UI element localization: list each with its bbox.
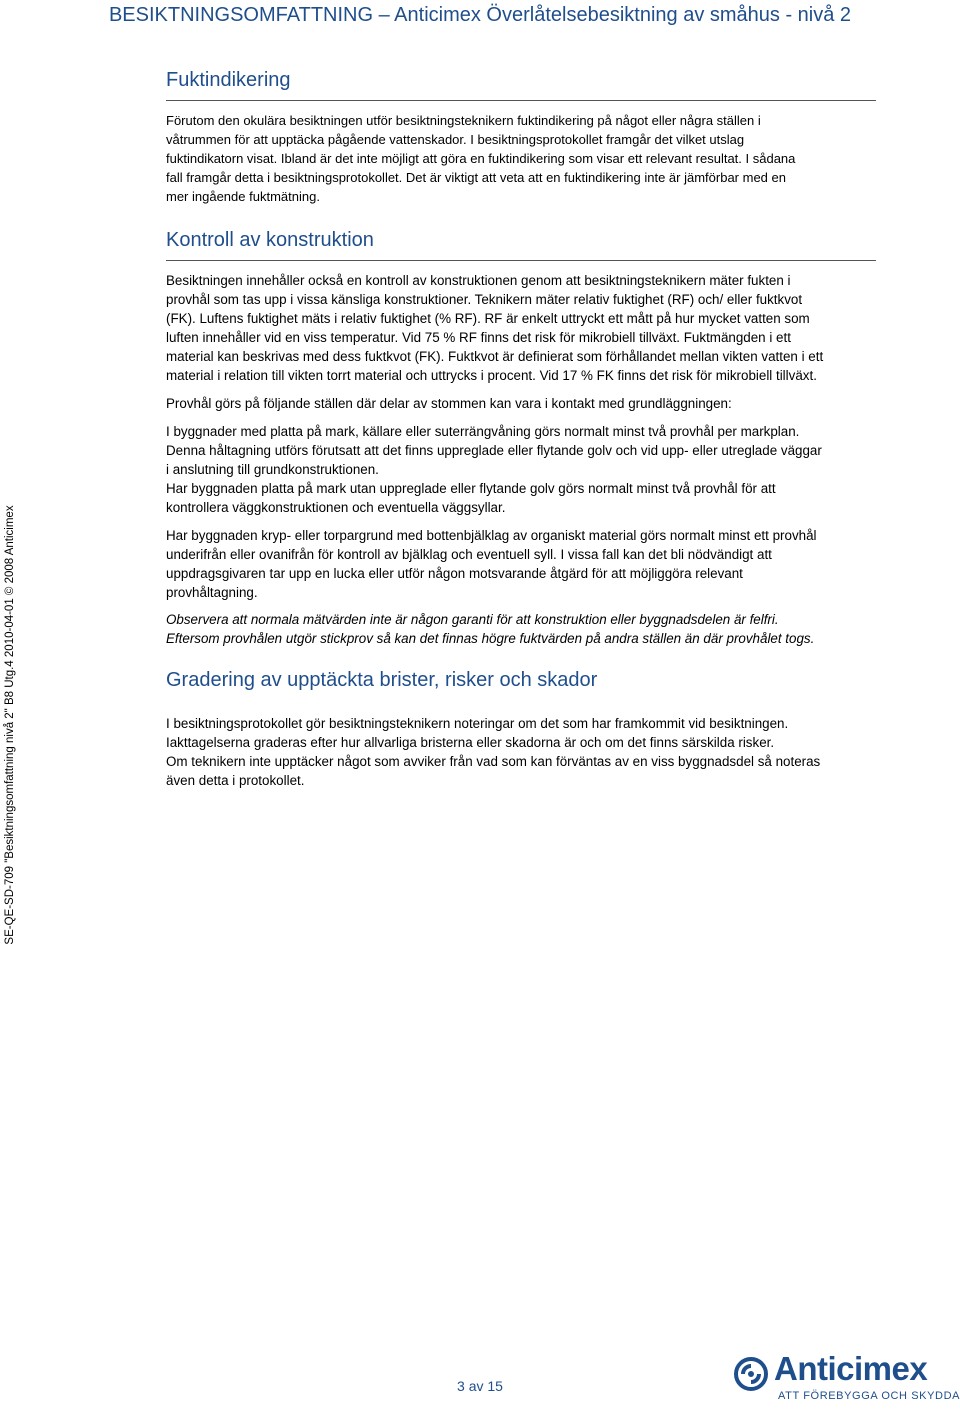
kontroll-paragraph-4 [166,526,876,602]
text-line: material kan beskrivas med dess fuktkvot (FK). Fuktkvot är definierat som förhållandet mellan vikten vatten i ett [166,349,824,364]
text-line: mer ingående fuktmätning. [166,189,320,204]
side-reference-text: SE-QE-SD-709 "Besiktningsomfattning nivå 2" B8 Utg.4 2010-04-01 © 2008 Anticimex [4,505,16,945]
text-line: fall framgår detta i besiktningsprotokollet. Det är viktigt att veta att en fuktindikering inte är jämförbar med en [166,170,786,185]
heading-fuktindikering: Fuktindikering [166,66,876,101]
text-line: Har byggnaden platta på mark utan uppreglade eller flytande golv görs normalt minst två provhål för att [166,481,776,496]
text-line: Provhål görs på följande ställen där delar av stommen kan vara i kontakt med grundläggningen: [166,396,732,411]
text-line: material i relation till vikten torrt material och uttrycks i procent. Vid 17 % FK finns det risk för mikrobiell tillväxt. [166,368,817,383]
text-line: Förutom den okulära besiktningen utför besiktningsteknikern fuktindikering på något eller några ställen i [166,113,761,128]
page-number: 3 av 15 [457,1378,503,1394]
fukt-paragraph [166,111,876,206]
text-line: Denna håltagning utförs förutsatt att det finns uppreglade eller flytande golv och vid upp- eller utreglade väggar [166,443,822,458]
text-line: uppdragsgivaren tar upp en lucka eller utför någon motsvarande åtgärd för att möjliggöra relevant [166,566,743,581]
text-line: kontrollera väggkonstruktionen och eventuella väggsyllar. [166,500,506,515]
text-line: Observera att normala mätvärden inte är någon garanti för att konstruktion eller byggnadsdelen är felfri. [166,612,779,627]
section-kontroll [166,226,876,648]
text-line: I besiktningsprotokollet gör besiktningsteknikern noteringar om det som har framkommit vid besiktningen. [166,716,789,731]
text-line: provhål som tas upp i vissa känsliga konstruktioner. Teknikern mäter relativ fuktighet (RF) och/ eller fuktkvot [166,292,803,307]
logo-wordmark: Anticimex [774,1350,928,1387]
gradering-paragraph [166,714,876,790]
text-line: Eftersom provhålen utgör stickprov så kan det finnas högre fuktvärden på andra ställen än där provhålet togs. [166,631,815,646]
text-line: i anslutning till grundkonstruktionen. [166,462,379,477]
text-line: underifrån eller ovanifrån för kontroll av bjälklag och eventuell syll. I vissa fall kan det bli nödvändigt att [166,547,772,562]
text-line: I byggnader med platta på mark, källare eller suterrängvåning görs normalt minst två provhål per markplan. [166,424,800,439]
text-line: även detta i protokollet. [166,773,305,788]
logo-tagline: ATT FÖREBYGGA OCH SKYDDA [778,1390,960,1402]
kontroll-paragraph-1 [166,271,876,385]
text-line: Har byggnaden kryp- eller torpargrund med bottenbjälklag av organiskt material görs normalt minst ett provhål [166,528,817,543]
kontroll-paragraph-5 [166,610,876,648]
text-line: (FK). Luftens fuktighet mäts i relativ fuktighet (% RF). RF är enkelt uttryckt ett mått på hur mycket vatten som [166,311,810,326]
text-line: fuktindikatorn visat. Ibland är det inte möjligt att göra en fuktindikering som visar ett relevant resultat. I sådana [166,151,796,166]
text-line: våtrummen för att upptäcka pågående vattenskador. I besiktningsprotokollet framgår det vilket utslag [166,132,745,147]
section-fuktindikering [166,66,876,206]
text-line: Besiktningen innehåller också en kontroll av konstruktionen genom att besiktningsteknikern mäter fukten i [166,273,791,288]
kontroll-paragraph-2 [166,394,876,413]
heading-gradering: Gradering av upptäckta brister, risker och skador [166,669,598,691]
text-line: luften innehåller vid en viss temperatur. Vid 75 % RF finns det risk för mikrobiell tillväxt. Fuktmängden i ett [166,330,791,345]
side-document-reference [0,0,20,1410]
kontroll-paragraph-3 [166,422,876,517]
text-line: Om teknikern inte upptäcker något som avviker från vad som kan förväntas av en viss byggnadsdel så noteras [166,754,821,769]
anticimex-emblem-icon [730,1352,772,1394]
section-gradering [166,666,876,790]
heading-kontroll: Kontroll av konstruktion [166,226,876,261]
text-line: provhåltagning. [166,585,258,600]
document-header: BESIKTNINGSOMFATTNING – Anticimex Överlåtelsebesiktning av småhus - nivå 2 [108,4,852,26]
anticimex-logo [730,1350,960,1406]
text-line: Iakttagelserna graderas efter hur allvarliga bristerna eller skadorna är och om det finns särskilda risker. [166,735,775,750]
